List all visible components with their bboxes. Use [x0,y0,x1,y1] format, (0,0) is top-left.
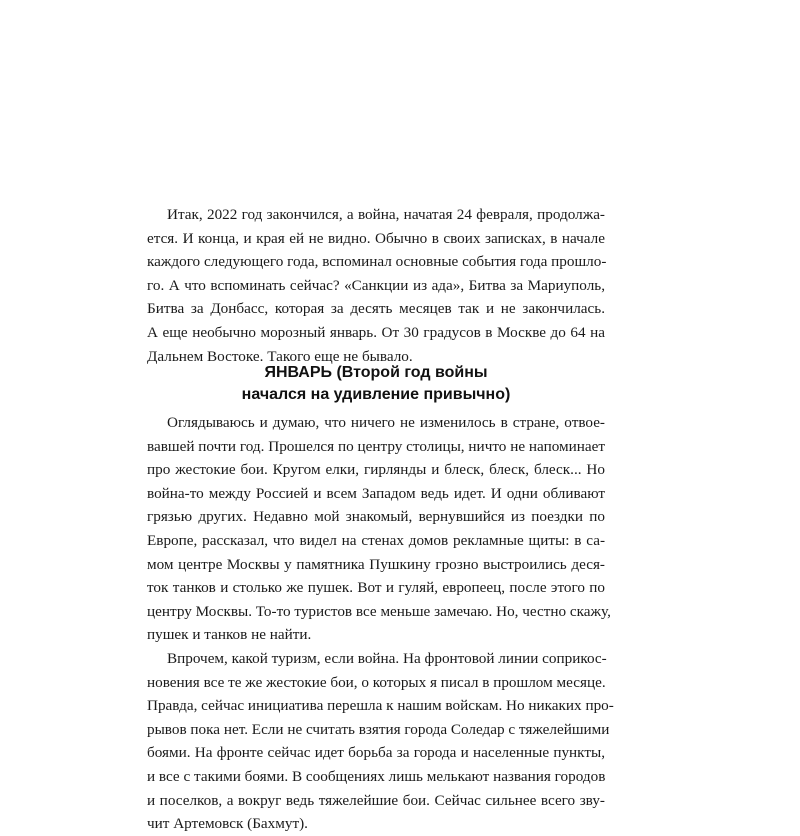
text-line: мом центре Москвы у памятника Пушкину грозно выстроились деся- [147,555,605,573]
text-line: Итак, 2022 год закончился, а война, начатая 24 февраля, продолжа- [167,206,605,223]
text-line: Европе, рассказал, что видел на стенах домов рекламные щиты: в са- [147,531,605,549]
text-line: и поселков, а вокруг ведь тяжелейшие бои. Сейчас сильнее всего зву- [147,791,605,809]
text-line: центру Москвы. То-то туристов все меньше замечаю. Но, честно скажу, [147,602,611,620]
text-line: про жестокие бои. Кругом елки, гирлянды и блеск, блеск, блеск... Но [147,461,605,479]
text-line: война-то между Россией и всем Западом ведь идет. И одни обливают [147,484,605,502]
text-line: Дальнем Востоке. Такого еще не бывало. [147,347,413,365]
text-line: каждого следующего года, вспоминал основные события года прошло- [147,253,607,271]
text-line: и все с такими боями. В сообщениях лишь мелькают названия городов [147,767,606,785]
text-line: А еще необычно морозный январь. От 30 градусов в Москве до 64 на [147,323,605,341]
heading-line-2: начался на удивление привычно) [241,386,511,403]
text-line: чит Артемовск (Бахмут). [147,815,308,833]
heading-line-1: ЯНВАРЬ (Второй год войны [264,364,488,381]
text-line: вавшей почти год. Прошелся по центру столицы, ничто не напоминает [147,437,605,455]
intro-paragraph [147,203,605,368]
text-line: рывов пока нет. Если не считать взятия города Соледар с тяжелейшими [147,720,610,738]
body-text [147,411,614,836]
text-line: новения все те же жестокие бои, о которых я писал в прошлом месяце. [147,673,606,691]
text-line: Впрочем, какой туризм, если война. На фронтовой линии соприкос- [167,649,607,667]
chapter-heading [147,362,605,406]
text-line: Битва за Донбасс, которая за десять месяцев так и не закончилась. [147,300,605,318]
text-line: ется. И конца, и края ей не видно. Обычно в своих записках, в начале [147,229,605,247]
text-line: го. А что вспоминать сейчас? «Санкции из ада», Битва за Мариуполь, [147,276,605,294]
text-line: боями. На фронте сейчас идет борьба за города и населенные пункты, [147,744,605,762]
text-line: Оглядываюсь и думаю, что ничего не изменилось в стране, отвое- [167,414,605,431]
text-line: пушек и танков не найти. [147,626,312,644]
text-line: Правда, сейчас инициатива перешла к нашим войскам. Но никаких про- [147,697,614,715]
text-line: ток танков и столько же пушек. Вот и гуляй, европеец, после этого по [147,579,605,597]
text-line: грязью других. Недавно мой знакомый, вернувшийся из поездки по [147,508,605,526]
